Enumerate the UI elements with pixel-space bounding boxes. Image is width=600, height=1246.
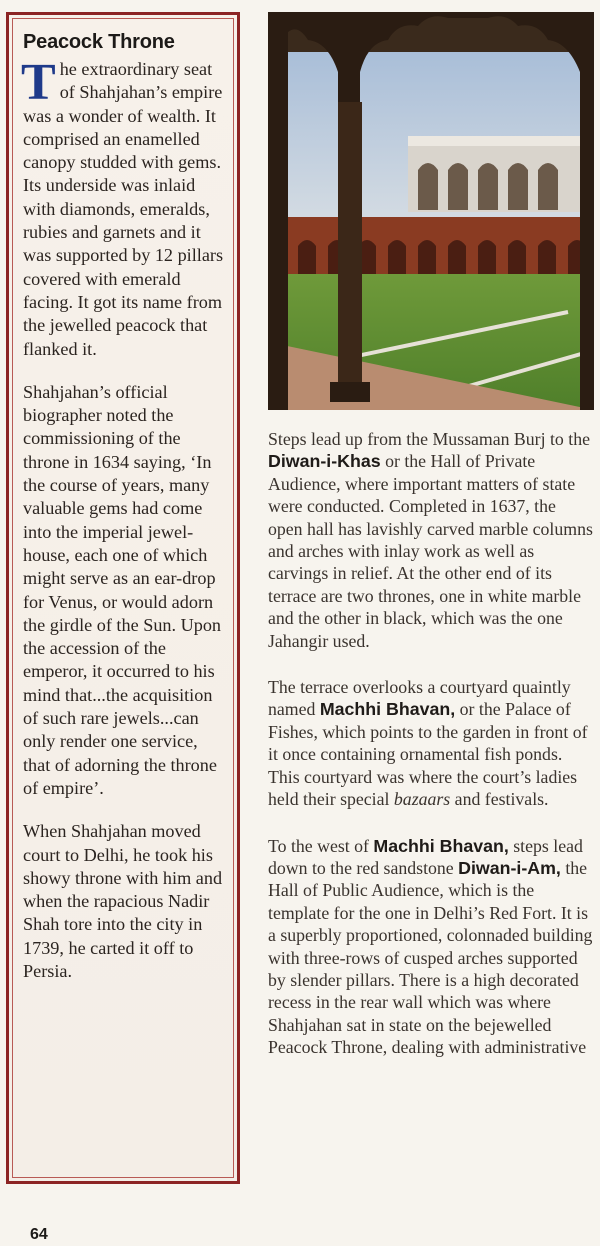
page-number: 64 [30,1226,48,1243]
term-diwan-i-khas: Diwan-i-Khas [268,451,381,472]
text-run: steps lead down to the red sandstone [268,835,583,878]
term-machhi-bhavan: Machhi Bhavan, [319,699,456,720]
photo-illustration [268,12,594,410]
text-run: or the Palace of Fishes, which points to the garden in front of it once containing ornamental fish ponds. This courtyard was where the court’s ladies held their special [268,699,588,810]
text-run: Steps lead up from the Mussaman Burj to the [268,429,590,449]
sidebar-content [23,29,229,1003]
sidebar-box [6,12,240,1184]
sidebar-paragraph-1-text: he extraordinary seat of Shahjahan’s empire was a wonder of wealth. It comprised an enamelled canopy studded with gems. Its underside was inlaid with diamonds, emeralds, rubies and garnets and it was supported by 12 pillars covered with emerald facing. It got its name from the jewelled peacock that flanked it. [23,59,224,359]
photo-diwan-i-khas [268,12,594,410]
text-run: To the west of [268,835,374,856]
term-machhi-bhavan: Machhi Bhavan, [373,835,509,856]
sidebar-paragraph-3: When Shahjahan moved court to Delhi, he took his showy throne with him and when the rapacious Nadir Shah tore into the city in 1739, he carted it off to Persia. [23,821,223,981]
text-run: The terrace overlooks a courtyard quaintly named [268,677,571,720]
main-column [268,428,594,1083]
sidebar-title: Peacock Throne [23,31,175,53]
sidebar-paragraph-1 [21,54,229,361]
text-run: or the Hall of Private Audience, where important matters of state were conducted. Completed in 1637, the open hall has lavishly carved marble columns and arches with inlay work as well as carvings in relief. At the other end of its terrace are two thrones, one in white marble and the other in black, which was the one Jahangir used. [268,451,593,651]
term-bazaars: bazaars [393,789,451,810]
main-paragraph-3 [268,835,594,1059]
sidebar-paragraph-2: Shahjahan’s official biographer noted the commissioning of the throne in 1634 saying, ‘In the course of years, many valuable gems had come into the imperial jewel-house, each one of which might serve as an ear-drop for Venus, or would adorn the girdle of the Sun. Upon the accession of the emperor, it occurred to his mind that...the acquisition of such rare jewels...can only render one service, that of adorning the throne of empire’. [23,381,222,798]
main-paragraph-1 [268,428,594,652]
drop-cap: T [21,54,56,111]
text-run: the Hall of Public Audience, which is the template for the one in Delhi’s Red Fort. It is a superbly proportioned, colonnaded building with three-rows of cusped arches supported by slender pillars. There is a high decorated recess in the rear wall which was where Shahjahan sat in state on the bejewelled Peacock Throne, dealing with administrative [268,857,593,1058]
text-run: and festivals. [450,789,549,810]
term-diwan-i-am: Diwan-i-Am, [458,857,561,878]
main-paragraph-2 [268,676,594,810]
